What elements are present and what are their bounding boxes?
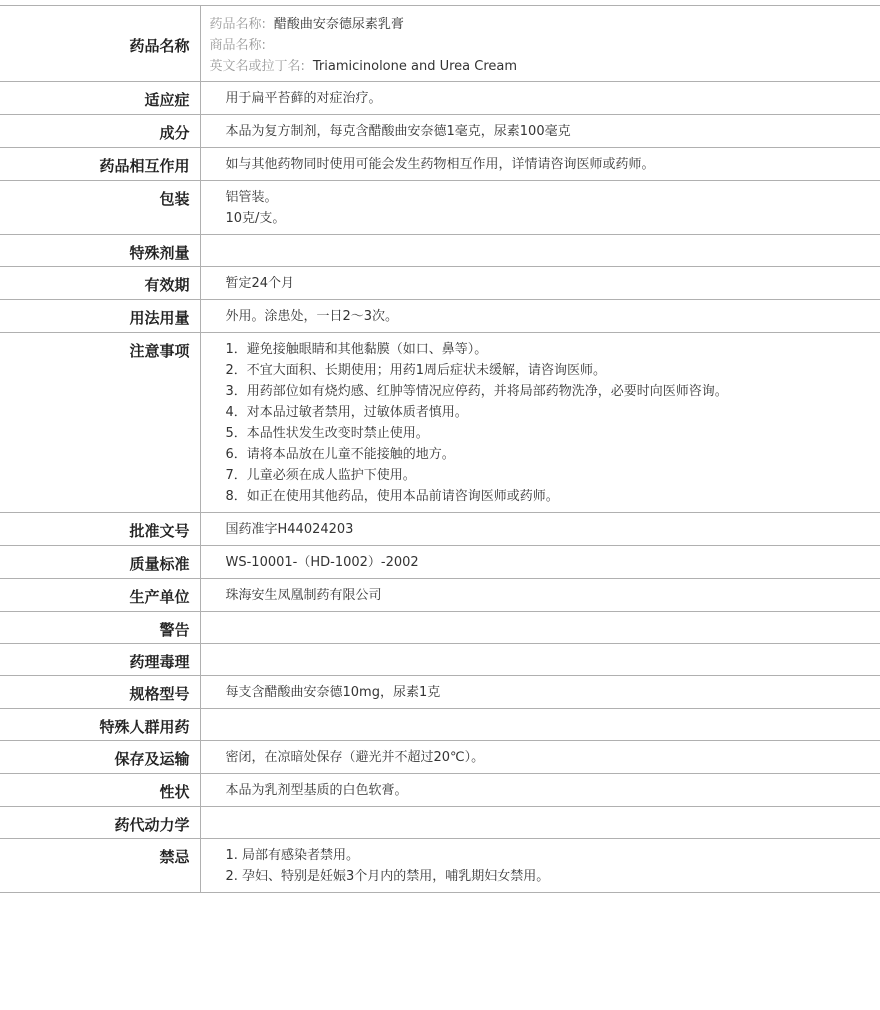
packaging-value bbox=[200, 181, 880, 235]
english-name-line bbox=[210, 56, 871, 77]
row-warning bbox=[0, 612, 880, 644]
row-appearance bbox=[0, 774, 880, 807]
usage-value: 外用。涂患处，一日2～3次。 bbox=[200, 300, 880, 333]
contraindication-item: 1. 局部有感染者禁用。 bbox=[225, 848, 360, 863]
pharmacokinetics-value bbox=[200, 807, 880, 839]
english-name-key: 英文名或拉丁名: bbox=[209, 59, 305, 74]
generic-name-key: 药品名称: bbox=[209, 17, 266, 32]
row-specification bbox=[0, 676, 880, 709]
row-contraindications bbox=[0, 839, 880, 893]
approval-value: 国药准字H44024203 bbox=[200, 513, 880, 546]
composition-label: 成分 bbox=[0, 115, 200, 148]
appearance-value: 本品为乳剂型基质的白色软膏。 bbox=[200, 774, 880, 807]
row-special-dosage bbox=[0, 235, 880, 267]
row-approval bbox=[0, 513, 880, 546]
pharmacokinetics-label: 药代动力学 bbox=[0, 807, 200, 839]
row-packaging bbox=[0, 181, 880, 235]
special-groups-label: 特殊人群用药 bbox=[0, 709, 200, 741]
generic-name-value: 醋酸曲安奈德尿素乳膏 bbox=[273, 17, 404, 32]
row-toxicology bbox=[0, 644, 880, 676]
row-special-groups bbox=[0, 709, 880, 741]
precaution-item: 3．用药部位如有烧灼感、红肿等情况应停药，并将局部药物洗净，必要时向医师咨询。 bbox=[225, 384, 728, 399]
row-standard bbox=[0, 546, 880, 579]
specification-label: 规格型号 bbox=[0, 676, 200, 709]
specification-value: 每支含醋酸曲安奈德10mg，尿素1克 bbox=[200, 676, 880, 709]
english-name-value: Triamicinolone and Urea Cream bbox=[312, 59, 518, 74]
precaution-item: 5．本品性状发生改变时禁止使用。 bbox=[225, 426, 429, 441]
row-composition bbox=[0, 115, 880, 148]
manufacturer-value: 珠海安生凤凰制药有限公司 bbox=[200, 579, 880, 612]
row-pharmacokinetics bbox=[0, 807, 880, 839]
precautions-value bbox=[200, 333, 880, 513]
composition-value: 本品为复方制剂，每克含醋酸曲安奈德1毫克，尿素100毫克 bbox=[200, 115, 880, 148]
precautions-label: 注意事项 bbox=[0, 333, 200, 513]
precaution-item: 2．不宜大面积、长期使用；用药1周后症状未缓解，请咨询医师。 bbox=[225, 363, 607, 378]
precaution-item: 1．避免接触眼睛和其他黏膜（如口、鼻等）。 bbox=[225, 342, 488, 357]
row-usage bbox=[0, 300, 880, 333]
contraindications-label: 禁忌 bbox=[0, 839, 200, 893]
special-dosage-label: 特殊剂量 bbox=[0, 235, 200, 267]
drug-info-table bbox=[0, 5, 880, 893]
warning-label: 警告 bbox=[0, 612, 200, 644]
special-dosage-value bbox=[200, 235, 880, 267]
generic-name-line bbox=[210, 14, 871, 35]
interactions-value: 如与其他药物同时使用可能会发生药物相互作用，详情请咨询医师或药师。 bbox=[200, 148, 880, 181]
packaging-line: 10克/支。 bbox=[225, 211, 286, 226]
row-drug-name bbox=[0, 6, 880, 82]
contraindication-item: 2. 孕妇、特别是妊娠3个月内的禁用，哺乳期妇女禁用。 bbox=[225, 869, 550, 884]
row-precautions bbox=[0, 333, 880, 513]
precaution-item: 7．儿童必须在成人监护下使用。 bbox=[225, 468, 416, 483]
storage-label: 保存及运输 bbox=[0, 741, 200, 774]
row-storage bbox=[0, 741, 880, 774]
approval-label: 批准文号 bbox=[0, 513, 200, 546]
standard-label: 质量标准 bbox=[0, 546, 200, 579]
trade-name-line bbox=[210, 35, 871, 56]
warning-value bbox=[200, 612, 880, 644]
row-indications bbox=[0, 82, 880, 115]
contraindications-value bbox=[200, 839, 880, 893]
drug-name-value bbox=[200, 6, 880, 82]
toxicology-value bbox=[200, 644, 880, 676]
trade-name-key: 商品名称: bbox=[209, 38, 266, 53]
drug-name-label: 药品名称 bbox=[0, 6, 200, 82]
toxicology-label: 药理毒理 bbox=[0, 644, 200, 676]
packaging-line: 铝管装。 bbox=[225, 190, 278, 205]
interactions-label: 药品相互作用 bbox=[0, 148, 200, 181]
usage-label: 用法用量 bbox=[0, 300, 200, 333]
shelf-life-label: 有效期 bbox=[0, 267, 200, 300]
row-shelf-life bbox=[0, 267, 880, 300]
special-groups-value bbox=[200, 709, 880, 741]
standard-value: WS-10001-（HD-1002）-2002 bbox=[200, 546, 880, 579]
precaution-item: 8．如正在使用其他药品，使用本品前请咨询医师或药师。 bbox=[225, 489, 559, 504]
appearance-label: 性状 bbox=[0, 774, 200, 807]
row-manufacturer bbox=[0, 579, 880, 612]
packaging-label: 包装 bbox=[0, 181, 200, 235]
precaution-item: 6．请将本品放在儿童不能接触的地方。 bbox=[225, 447, 455, 462]
indications-label: 适应症 bbox=[0, 82, 200, 115]
manufacturer-label: 生产单位 bbox=[0, 579, 200, 612]
storage-value: 密闭，在凉暗处保存（避光并不超过20℃）。 bbox=[200, 741, 880, 774]
precaution-item: 4．对本品过敏者禁用，过敏体质者慎用。 bbox=[225, 405, 468, 420]
row-interactions bbox=[0, 148, 880, 181]
indications-value: 用于扁平苔藓的对症治疗。 bbox=[200, 82, 880, 115]
shelf-life-value: 暂定24个月 bbox=[200, 267, 880, 300]
